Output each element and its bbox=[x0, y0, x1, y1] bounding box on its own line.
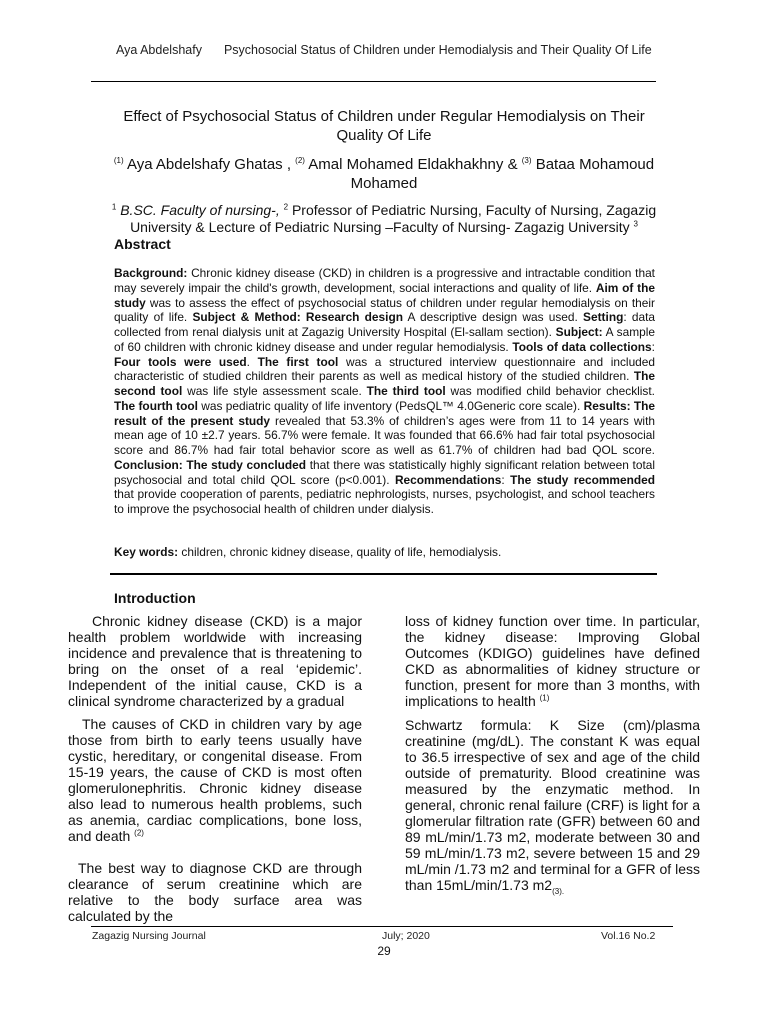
abstract-label: Four tools were used bbox=[114, 354, 247, 369]
abstract-label: The second tool bbox=[114, 369, 655, 398]
abstract-label: The third tool bbox=[366, 384, 446, 398]
footer-date: July; 2020 bbox=[382, 930, 430, 942]
intro-right-column bbox=[405, 613, 700, 900]
abstract-text: was pediatric quality of life inventory (PedsQL™ 4.0Generic core scale). bbox=[197, 398, 584, 413]
abstract-label: Subject: bbox=[555, 325, 603, 339]
affiliation-ref: 1 bbox=[111, 202, 117, 212]
abstract-rule bbox=[110, 573, 657, 575]
abstract-text: that there was statistically highly significant relation between total psychosocial and total child QOL score (p<0.001). bbox=[114, 457, 656, 487]
page-number: 29 bbox=[377, 944, 391, 958]
intro-paragraph bbox=[405, 717, 700, 900]
footer-rule bbox=[91, 926, 673, 927]
abstract-label: Setting bbox=[583, 310, 624, 325]
affiliation-text: Professor of Pediatric Nursing, Faculty of Nursing, Zagazig University & Lecture of Pediatric Nursing –Faculty of Nursing- Zagazig University bbox=[130, 202, 657, 235]
abstract-label: The study recommended bbox=[510, 472, 655, 487]
abstract-label: Aim of the study bbox=[114, 280, 655, 310]
intro-paragraph: The best way to diagnose CKD are through clearance of serum creatinine which are relative to the body surface area was calculated by the bbox=[68, 860, 362, 924]
header-rule bbox=[91, 81, 656, 82]
affiliation-ref: 2 bbox=[283, 202, 289, 212]
author-name: Aya Abdelshafy Ghatas , bbox=[123, 156, 296, 173]
abstract-label: The first tool bbox=[257, 354, 339, 369]
abstract-label: Subject & Method: Research design bbox=[192, 310, 403, 325]
citation-ref: (2) bbox=[134, 828, 144, 838]
author-ref: (3) bbox=[521, 156, 532, 165]
abstract-text: Chronic kidney disease (CKD) in children is a progressive and intractable condition that may severely impair the child's growth, development, social interactions and quality of life. bbox=[114, 266, 655, 295]
paragraph-text: loss of kidney function over time. In particular, the kidney disease: Improving Global Outcomes (KDIGO) guidelines have defined CKD as abnormalities of kidney structure or function, present for more than 3 months, with implications to health bbox=[405, 613, 700, 709]
abstract-text: : data collected from renal dialysis unit at Zagazig University Hospital (El-sallam section). bbox=[114, 310, 656, 339]
footer-volume: Vol.16 No.2 bbox=[601, 930, 656, 942]
abstract-text: was to assess the effect of psychosocial status of children under regular hemodialysis on their quality of life. bbox=[114, 295, 655, 325]
author-ref: (2) bbox=[295, 156, 305, 165]
abstract-label: Conclusion: The study concluded bbox=[114, 457, 307, 472]
paragraph-text: Schwartz formula: K Size (cm)/plasma creatinine (mg/dL). The constant K was equal to 36.5 irrespective of sex and age of the child outside of prematurity. Blood creatinine was measured by the enzymatic method. In general, chronic renal failure (CRF) is light for a glomerular filtration rate (GFR) between 60 and 89 mL/min/1.73 m2, moderate between 30 and 59 mL/min/1.73 m2, severe between 15 and 29 mL/min /1.73 m2 and terminal for a GFR of less than 15mL/min/1.73 m2 bbox=[405, 717, 700, 893]
paper-title: Effect of Psychosocial Status of Children under Regular Hemodialysis on Their Quality Of Life bbox=[123, 108, 645, 144]
abstract-text: A sample of 60 children with chronic kidney disease and under regular hemodialysis. bbox=[114, 325, 655, 354]
author-name: Amal Mohamed Eldakhakhny & bbox=[304, 156, 522, 173]
abstract-label: Results: The result of the present study bbox=[114, 398, 656, 428]
affiliations bbox=[104, 202, 664, 236]
keywords bbox=[114, 545, 655, 559]
introduction-heading: Introduction bbox=[114, 590, 196, 606]
abstract-text: was a structured interview questionnaire and included characteristic of studied children their parents as well as medical history of the studied children. bbox=[114, 354, 656, 384]
abstract-body bbox=[114, 266, 655, 517]
affiliation-text: B.SC. Faculty of nursing-, bbox=[116, 202, 284, 218]
abstract-text: revealed that 53.3% of children’s ages were from 11 to 14 years with mean age of 10 ±2.7 years. 56.7% were female. It was founded that 66.6% had fair total psychosocial score and 86.7% had fair total behavior score as well as 61.7% of children had bad QOL score. bbox=[114, 413, 655, 457]
intro-paragraph: Chronic kidney disease (CKD) is a major health problem worldwide with increasing incidence and prevalence that is threatening to bring on the onset of a real ‘epidemic’. Independent of the initial cause, CKD is a clinical syndrome characterized by a gradual bbox=[68, 613, 362, 709]
intro-left-column bbox=[68, 613, 362, 924]
keywords-label: Key words: bbox=[114, 545, 179, 559]
footer-journal: Zagazig Nursing Journal bbox=[92, 930, 206, 942]
keywords-text: children, chronic kidney disease, quality of life, hemodialysis. bbox=[178, 545, 502, 559]
abstract-text: was modified child behavior checklist. bbox=[445, 384, 655, 398]
citation-ref: (1) bbox=[539, 693, 550, 703]
header-running-title: Psychosocial Status of Children under Hemodialysis and Their Quality Of Life bbox=[223, 43, 652, 57]
header-author: Aya Abdelshafy bbox=[116, 43, 202, 57]
affiliation-ref: 3 bbox=[633, 219, 638, 229]
author-ref: (1) bbox=[113, 156, 124, 165]
abstract-text: : bbox=[501, 472, 511, 487]
intro-paragraph bbox=[68, 716, 362, 844]
abstract-label: Background: bbox=[114, 266, 188, 280]
abstract-label: Tools of data collections bbox=[512, 339, 652, 354]
abstract-text: A descriptive design was used. bbox=[402, 310, 584, 325]
abstract-text: . bbox=[246, 354, 258, 369]
abstract-label: Recommendations bbox=[394, 472, 502, 487]
abstract-heading: Abstract bbox=[114, 236, 171, 252]
authors bbox=[110, 155, 658, 193]
abstract-text: that provide cooperation of parents, pediatric nephrologists, nurses, psychologist, and school teachers to improve the psychosocial health of children under dialysis. bbox=[114, 487, 655, 516]
abstract-text: : bbox=[651, 339, 655, 354]
author-name: Bataa Mohamoud Mohamed bbox=[350, 156, 655, 192]
abstract-label: The fourth tool bbox=[114, 398, 198, 413]
paragraph-text: The causes of CKD in children vary by age those from birth to early teens usually have cystic, hereditary, or congenital disease. From 15-19 years, the cause of CKD is most often glomerulonephritis. Chronic kidney disease also lead to numerous health problems, such as anemia, cardiac complications, bone loss, and death bbox=[68, 716, 362, 844]
abstract-text: was life style assessment scale. bbox=[182, 384, 367, 398]
intro-paragraph bbox=[405, 613, 700, 709]
citation-ref: (3). bbox=[552, 886, 565, 896]
running-header bbox=[116, 43, 652, 57]
